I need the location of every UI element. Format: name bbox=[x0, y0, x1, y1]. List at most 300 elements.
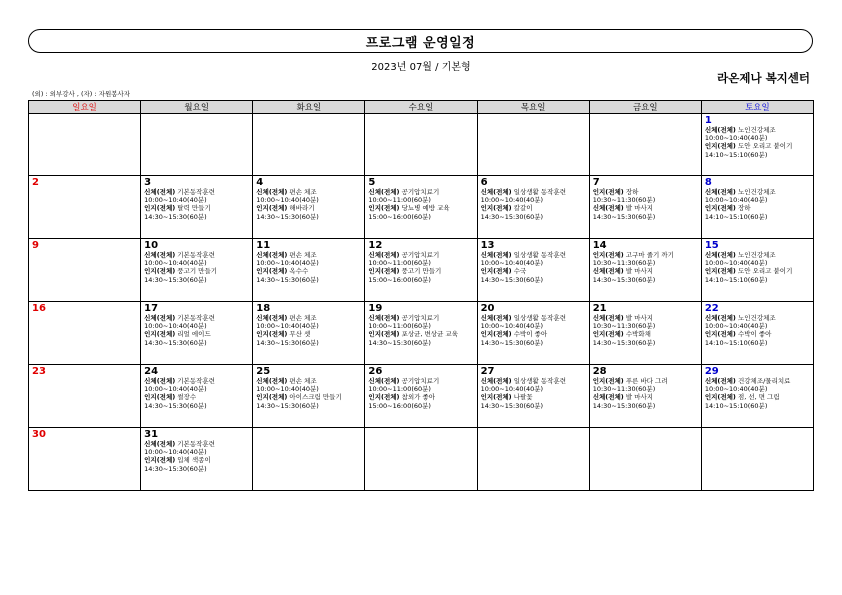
program-time: 10:00~10:40(40분) bbox=[480, 259, 544, 268]
program-category: 인지(전체) bbox=[144, 330, 176, 339]
program-entry bbox=[256, 377, 362, 385]
program-category: 인지(전체) bbox=[144, 204, 176, 213]
program-time: 14:30~15:30(60분) bbox=[144, 212, 207, 221]
program-name: 기본동작훈련 bbox=[177, 251, 215, 259]
program-name: 장하 bbox=[737, 204, 751, 213]
program-category: 신체(전체) bbox=[480, 314, 512, 322]
week-row bbox=[29, 114, 814, 176]
program-name: 썰장수 bbox=[177, 393, 197, 402]
day-cell-content bbox=[590, 114, 701, 115]
day-cell-content bbox=[29, 428, 140, 440]
day-cell bbox=[589, 114, 701, 176]
program-time: 14:30~15:30(60분) bbox=[256, 338, 319, 347]
program-time: 10:00~10:40(40분) bbox=[704, 322, 768, 331]
program-entry bbox=[593, 330, 699, 338]
page-title: 프로그램 운영일정 bbox=[365, 35, 476, 51]
program-entry bbox=[144, 251, 250, 259]
week-row bbox=[29, 302, 814, 365]
program-entry bbox=[144, 204, 250, 212]
program-time: 10:00~10:40(40분) bbox=[256, 196, 319, 205]
day-cell bbox=[253, 114, 365, 176]
program-category: 인지(전체) bbox=[592, 377, 624, 385]
day-cell-content bbox=[702, 176, 813, 221]
day-cell bbox=[253, 365, 365, 428]
program-category: 신체(전체) bbox=[144, 314, 176, 322]
day-cell bbox=[477, 176, 589, 239]
day-number: 29 bbox=[704, 366, 719, 377]
program-entry bbox=[705, 126, 811, 134]
program-name: 편손 체조 bbox=[289, 188, 317, 196]
program-time: 14:30~15:30(60분) bbox=[368, 338, 431, 347]
day-cell-content bbox=[478, 365, 589, 410]
day-number: 8 bbox=[704, 177, 712, 188]
day-number: 21 bbox=[592, 303, 607, 314]
program-time: 14:30~15:30(60분) bbox=[144, 401, 207, 410]
program-category: 신체(전체) bbox=[368, 314, 400, 322]
program-category: 신체(전체) bbox=[144, 377, 176, 385]
program-entry bbox=[705, 314, 811, 322]
day-cell-content bbox=[478, 176, 589, 221]
program-entry bbox=[368, 251, 474, 259]
day-number: 5 bbox=[368, 177, 376, 188]
program-name: 옥수수 bbox=[289, 267, 309, 276]
weekday-header-mon: 월요일 bbox=[141, 101, 253, 114]
program-category: 인지(전체) bbox=[480, 393, 512, 402]
program-name: 참외가 좋아 bbox=[401, 393, 436, 402]
day-cell-content bbox=[365, 176, 476, 221]
day-cell bbox=[253, 176, 365, 239]
day-number: 25 bbox=[256, 366, 271, 377]
day-number: 1 bbox=[704, 115, 712, 126]
day-cell-content bbox=[29, 239, 140, 251]
program-name: 노인건강체조 bbox=[737, 251, 776, 259]
program-entry bbox=[256, 188, 362, 196]
day-cell-content bbox=[29, 302, 140, 314]
day-cell bbox=[253, 239, 365, 302]
day-cell bbox=[29, 365, 141, 428]
day-cell bbox=[253, 428, 365, 491]
program-category: 인지(전체) bbox=[704, 204, 736, 213]
program-time: 10:30~11:30(60분) bbox=[592, 259, 656, 268]
weekday-header-sat: 토요일 bbox=[701, 101, 813, 114]
day-cell bbox=[701, 365, 813, 428]
program-name: 푸른 바다 그려 bbox=[625, 377, 668, 385]
day-cell-content bbox=[141, 365, 252, 410]
day-number: 6 bbox=[480, 177, 488, 188]
day-cell-content bbox=[253, 239, 364, 284]
program-entry bbox=[705, 251, 811, 259]
day-cell bbox=[29, 302, 141, 365]
program-entry bbox=[256, 267, 362, 275]
program-time: 10:00~10:40(40분) bbox=[256, 385, 319, 394]
day-cell-content bbox=[590, 428, 701, 429]
program-name: 탈력 만들기 bbox=[177, 204, 211, 213]
page-subtitle: 2023년 07월 / 기본형 bbox=[371, 62, 471, 73]
program-name: 편손 체조 bbox=[289, 377, 317, 385]
program-time: 10:00~10:40(40분) bbox=[256, 259, 319, 268]
program-category: 인지(전체) bbox=[592, 330, 624, 339]
day-cell bbox=[365, 302, 477, 365]
program-time: 10:30~11:30(60분) bbox=[592, 322, 656, 331]
program-entry bbox=[705, 330, 811, 338]
day-cell-content bbox=[365, 365, 476, 410]
program-entry bbox=[256, 251, 362, 259]
program-name: 장하 bbox=[625, 188, 639, 196]
day-cell-content bbox=[365, 302, 476, 347]
day-cell bbox=[477, 428, 589, 491]
program-category: 인지(전체) bbox=[704, 142, 736, 151]
center-name: 라온제나 복지센터 bbox=[717, 71, 810, 85]
program-category: 신체(전체) bbox=[592, 204, 624, 213]
day-cell-content bbox=[702, 428, 813, 429]
program-category: 신체(전체) bbox=[704, 126, 736, 134]
program-name: 일상생활 동작훈련 bbox=[513, 188, 567, 196]
program-entry bbox=[368, 377, 474, 385]
day-cell bbox=[365, 428, 477, 491]
program-category: 신체(전체) bbox=[592, 267, 624, 276]
program-category: 인지(전체) bbox=[480, 330, 512, 339]
program-time: 10:00~10:40(40분) bbox=[144, 385, 207, 394]
program-entry bbox=[705, 393, 811, 401]
program-category: 인지(전체) bbox=[368, 204, 400, 213]
program-category: 인지(전체) bbox=[368, 393, 400, 402]
calendar-table bbox=[28, 100, 814, 491]
day-number: 17 bbox=[144, 303, 159, 314]
program-time: 14:30~15:30(60분) bbox=[592, 338, 656, 347]
day-number: 11 bbox=[256, 240, 271, 251]
program-category: 신체(전체) bbox=[480, 188, 512, 196]
day-cell-content bbox=[478, 428, 589, 429]
program-entry bbox=[368, 204, 474, 212]
program-name: 수국 bbox=[513, 267, 527, 276]
program-entry bbox=[256, 330, 362, 338]
program-category: 신체(전체) bbox=[368, 188, 400, 196]
day-cell-content bbox=[478, 114, 589, 115]
program-time: 10:00~11:00(60분) bbox=[368, 196, 431, 205]
program-time: 10:30~11:30(60분) bbox=[592, 196, 656, 205]
program-name: 당뇨병 예방 교육 bbox=[401, 204, 450, 213]
program-time: 10:00~10:40(40분) bbox=[704, 134, 768, 143]
program-name: 기본동작훈련 bbox=[177, 377, 215, 385]
program-name: 점, 선, 면 그림 bbox=[737, 393, 780, 402]
day-cell-content bbox=[253, 428, 364, 429]
day-cell-content bbox=[253, 365, 364, 410]
legend-note: (외) : 외부강사 , (자) : 자원봉사자 bbox=[32, 90, 131, 98]
program-name: 편손 체조 bbox=[289, 251, 317, 259]
day-number: 26 bbox=[368, 366, 383, 377]
day-cell-content bbox=[29, 114, 140, 115]
program-name: 수박이 좋아 bbox=[737, 330, 772, 339]
program-name: 무산 셋 bbox=[289, 330, 311, 339]
day-cell bbox=[589, 428, 701, 491]
program-time: 10:00~11:00(60분) bbox=[368, 259, 431, 268]
day-number: 2 bbox=[32, 177, 39, 188]
program-entry bbox=[368, 188, 474, 196]
program-time: 14:30~15:30(60분) bbox=[256, 401, 319, 410]
program-category: 인지(전체) bbox=[592, 251, 624, 259]
program-category: 신체(전체) bbox=[144, 188, 176, 196]
program-time: 14:30~15:30(60분) bbox=[144, 275, 207, 284]
program-name: 고구마 줄기 까기 bbox=[625, 251, 674, 259]
program-category: 신체(전체) bbox=[592, 393, 624, 402]
program-entry bbox=[705, 188, 811, 196]
day-cell bbox=[29, 428, 141, 491]
program-name: 발 마사지 bbox=[625, 267, 654, 276]
program-time: 14:10~15:10(60분) bbox=[704, 150, 768, 159]
day-cell bbox=[141, 176, 253, 239]
program-entry bbox=[593, 377, 699, 385]
program-category: 인지(전체) bbox=[144, 456, 176, 465]
day-cell-content bbox=[702, 239, 813, 284]
day-number: 10 bbox=[144, 240, 159, 251]
program-time: 14:30~15:30(60분) bbox=[480, 275, 544, 284]
day-cell-content bbox=[478, 239, 589, 284]
program-entry bbox=[144, 440, 250, 448]
program-time: 10:00~10:40(40분) bbox=[704, 259, 768, 268]
program-name: 일상생활 동작훈련 bbox=[513, 314, 567, 322]
day-number: 16 bbox=[32, 303, 46, 314]
program-category: 신체(전체) bbox=[704, 188, 736, 196]
program-category: 인지(전체) bbox=[144, 267, 176, 276]
day-cell-content bbox=[141, 428, 252, 473]
program-name: 도안 오리고 붙이기 bbox=[737, 142, 793, 151]
program-name: 일상생활 동작훈련 bbox=[513, 251, 567, 259]
day-cell bbox=[365, 176, 477, 239]
day-cell-content bbox=[253, 176, 364, 221]
weekday-header-sun: 일요일 bbox=[29, 101, 141, 114]
program-name: 풍고기 만들기 bbox=[401, 267, 442, 276]
program-time: 10:00~10:40(40분) bbox=[256, 322, 319, 331]
day-cell-content bbox=[478, 302, 589, 347]
weekday-header-tue: 화요일 bbox=[253, 101, 365, 114]
program-name: 건강체조/물리치료 bbox=[737, 377, 791, 385]
program-name: 기본동작훈련 bbox=[177, 314, 215, 322]
program-entry bbox=[705, 267, 811, 275]
program-entry bbox=[144, 456, 250, 464]
day-cell-content bbox=[590, 302, 701, 347]
program-entry bbox=[368, 330, 474, 338]
program-category: 인지(전체) bbox=[704, 330, 736, 339]
program-category: 인지(전체) bbox=[256, 204, 288, 213]
program-time: 14:30~15:30(60분) bbox=[480, 401, 544, 410]
day-number: 18 bbox=[256, 303, 271, 314]
program-category: 신체(전체) bbox=[480, 251, 512, 259]
day-cell bbox=[141, 114, 253, 176]
program-time: 14:30~15:30(60분) bbox=[480, 212, 544, 221]
program-name: 공기압치료기 bbox=[401, 377, 440, 385]
program-time: 14:10~15:10(60분) bbox=[704, 275, 768, 284]
day-cell-content bbox=[29, 176, 140, 188]
day-number: 4 bbox=[256, 177, 264, 188]
day-cell-content bbox=[141, 114, 252, 115]
program-entry bbox=[368, 267, 474, 275]
program-entry bbox=[144, 377, 250, 385]
day-cell bbox=[141, 428, 253, 491]
program-time: 14:10~15:10(60분) bbox=[704, 212, 768, 221]
program-name: 포상균, 변상균 교육 bbox=[401, 330, 458, 339]
program-entry bbox=[481, 267, 587, 275]
program-entry bbox=[481, 314, 587, 322]
program-category: 신체(전체) bbox=[592, 314, 624, 322]
program-time: 10:00~10:40(40분) bbox=[480, 196, 544, 205]
weekday-header-fri: 금요일 bbox=[589, 101, 701, 114]
day-number: 31 bbox=[144, 429, 159, 440]
day-cell-content bbox=[702, 302, 813, 347]
program-name: 아이스크림 만들기 bbox=[289, 393, 342, 402]
program-entry bbox=[481, 188, 587, 196]
program-entry bbox=[144, 188, 250, 196]
day-cell bbox=[141, 365, 253, 428]
program-category: 신체(전체) bbox=[144, 440, 176, 448]
day-number: 30 bbox=[32, 429, 46, 440]
program-time: 10:00~10:40(40분) bbox=[144, 196, 207, 205]
day-cell bbox=[141, 239, 253, 302]
program-time: 10:00~11:00(60분) bbox=[368, 322, 431, 331]
program-category: 인지(전체) bbox=[480, 267, 512, 276]
day-number: 27 bbox=[480, 366, 495, 377]
program-entry bbox=[593, 251, 699, 259]
program-time: 10:00~11:00(60분) bbox=[368, 385, 431, 394]
program-name: 해바라기 bbox=[289, 204, 315, 213]
program-category: 인지(전체) bbox=[256, 267, 288, 276]
program-time: 14:10~15:10(60분) bbox=[704, 338, 768, 347]
day-cell-content bbox=[141, 239, 252, 284]
program-name: 편손 체조 bbox=[289, 314, 317, 322]
program-name: 수박이 좋아 bbox=[513, 330, 548, 339]
program-category: 인지(전체) bbox=[256, 330, 288, 339]
day-cell bbox=[365, 114, 477, 176]
program-category: 신체(전체) bbox=[256, 377, 288, 385]
program-entry bbox=[481, 377, 587, 385]
program-category: 신체(전체) bbox=[704, 377, 736, 385]
day-number: 14 bbox=[592, 240, 607, 251]
day-cell bbox=[589, 239, 701, 302]
program-entry bbox=[144, 330, 250, 338]
weekday-header-wed: 수요일 bbox=[365, 101, 477, 114]
day-cell bbox=[477, 365, 589, 428]
program-time: 10:00~10:40(40분) bbox=[144, 322, 207, 331]
program-entry bbox=[593, 314, 699, 322]
program-entry bbox=[481, 251, 587, 259]
day-cell-content bbox=[365, 239, 476, 284]
week-row bbox=[29, 239, 814, 302]
program-entry bbox=[256, 204, 362, 212]
day-cell-content bbox=[365, 114, 476, 115]
day-cell-content bbox=[29, 365, 140, 377]
program-name: 노인건강체조 bbox=[737, 126, 776, 134]
program-name: 도안 오리고 붙이기 bbox=[737, 267, 793, 276]
day-cell bbox=[477, 114, 589, 176]
program-entry bbox=[256, 393, 362, 401]
week-row bbox=[29, 176, 814, 239]
day-number: 15 bbox=[704, 240, 719, 251]
program-category: 신체(전체) bbox=[144, 251, 176, 259]
program-name: 나팔꽃 bbox=[513, 393, 533, 402]
program-name: 일상생활 동작훈련 bbox=[513, 377, 567, 385]
day-cell bbox=[365, 365, 477, 428]
program-category: 신체(전체) bbox=[480, 377, 512, 385]
day-cell bbox=[589, 176, 701, 239]
program-name: 노인건강체조 bbox=[737, 314, 776, 322]
day-cell-content bbox=[253, 302, 364, 347]
day-number: 12 bbox=[368, 240, 383, 251]
program-time: 14:30~15:30(60분) bbox=[592, 401, 656, 410]
week-row bbox=[29, 365, 814, 428]
program-time: 10:00~10:40(40분) bbox=[480, 385, 544, 394]
program-time: 15:00~16:00(60분) bbox=[368, 275, 431, 284]
day-cell bbox=[253, 302, 365, 365]
program-name: 발 마사지 bbox=[625, 204, 654, 213]
program-time: 14:30~15:30(60분) bbox=[256, 212, 319, 221]
program-entry bbox=[144, 393, 250, 401]
weekday-header-row bbox=[29, 101, 814, 114]
program-name: 풍고기 만들기 bbox=[177, 267, 218, 276]
program-time: 14:30~15:30(60분) bbox=[592, 275, 656, 284]
day-cell bbox=[701, 302, 813, 365]
program-category: 신체(전체) bbox=[368, 251, 400, 259]
program-time: 14:30~15:30(60분) bbox=[144, 464, 207, 473]
program-category: 인지(전체) bbox=[256, 393, 288, 402]
day-cell bbox=[589, 365, 701, 428]
program-entry bbox=[705, 142, 811, 150]
program-time: 15:00~16:00(60분) bbox=[368, 212, 431, 221]
program-entry bbox=[593, 393, 699, 401]
day-cell-content bbox=[253, 114, 364, 115]
program-entry bbox=[705, 377, 811, 385]
day-cell-content bbox=[702, 365, 813, 410]
week-row bbox=[29, 428, 814, 491]
day-number: 20 bbox=[480, 303, 495, 314]
day-cell-content bbox=[702, 114, 813, 159]
calendar-body bbox=[29, 114, 814, 491]
day-cell-content bbox=[590, 365, 701, 410]
day-number: 3 bbox=[144, 177, 152, 188]
day-cell bbox=[701, 239, 813, 302]
program-name: 공기압치료기 bbox=[401, 251, 440, 259]
day-number: 7 bbox=[592, 177, 600, 188]
program-entry bbox=[593, 267, 699, 275]
program-entry bbox=[481, 204, 587, 212]
program-entry bbox=[481, 393, 587, 401]
day-cell bbox=[701, 114, 813, 176]
program-time: 10:00~10:40(40분) bbox=[144, 448, 207, 457]
day-cell bbox=[701, 428, 813, 491]
weekday-header-thu: 목요일 bbox=[477, 101, 589, 114]
day-number: 23 bbox=[32, 366, 46, 377]
program-category: 인지(전체) bbox=[144, 393, 176, 402]
program-entry bbox=[256, 314, 362, 322]
program-entry bbox=[368, 393, 474, 401]
program-time: 14:30~15:30(60분) bbox=[592, 212, 656, 221]
program-name: 기본동작훈련 bbox=[177, 188, 215, 196]
program-time: 14:30~15:30(60분) bbox=[144, 338, 207, 347]
day-cell-content bbox=[141, 176, 252, 221]
program-category: 신체(전체) bbox=[256, 251, 288, 259]
day-number: 13 bbox=[480, 240, 495, 251]
program-name: 공기압치료기 bbox=[401, 314, 440, 322]
day-cell bbox=[365, 239, 477, 302]
program-name: 기본동작훈련 bbox=[177, 440, 215, 448]
program-entry bbox=[144, 314, 250, 322]
program-category: 신체(전체) bbox=[256, 314, 288, 322]
program-time: 15:00~16:00(60분) bbox=[368, 401, 431, 410]
day-number: 24 bbox=[144, 366, 159, 377]
day-cell bbox=[29, 176, 141, 239]
day-cell bbox=[29, 114, 141, 176]
program-time: 10:30~11:30(60분) bbox=[592, 385, 656, 394]
program-entry bbox=[144, 267, 250, 275]
program-time: 10:00~10:40(40분) bbox=[144, 259, 207, 268]
